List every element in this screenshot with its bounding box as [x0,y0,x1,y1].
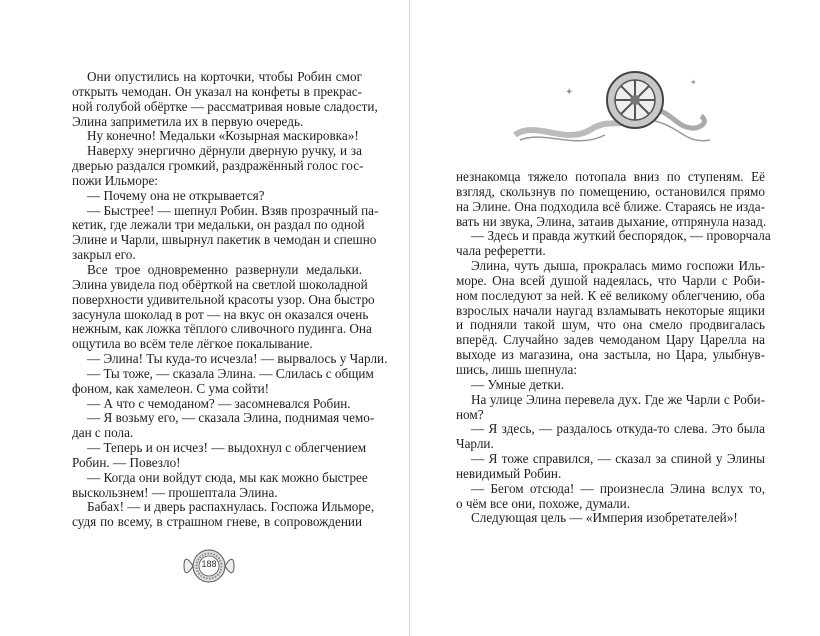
paragraph [72,397,362,412]
paragraph [456,452,765,482]
text-line: нежным, как ложка тёплого сливочного пудинга. Она [72,321,372,337]
text-line: Следующая цель — «Империя изобретателей»! [471,510,738,526]
paragraph [72,365,374,397]
text-line: Элина заприметила их в первую очередь. [72,113,304,129]
text-line: кетик, где лежали три медальки, он раздал по одной [72,217,365,233]
text-line: Элина, чуть дыша, прокралась мимо госпожи Иль- [471,258,765,274]
paragraph [456,170,765,229]
text-line: Элина увидела под обёрткой на светлой шоколадной [72,276,368,292]
text-line: — Когда они войдут сюда, мы как можно быстрее [87,469,368,485]
text-line: На улице Элина перевела дух. Где же Чарли с Роби- [471,391,765,407]
text-line: невидимый Робин. [456,465,562,481]
text-line: выскользнем! — прошептала Элина. [72,484,278,500]
text-line: поверхности удивительной красоты узор. Она быстро [72,291,375,307]
text-line: взгляд, скользнув по помещению, остановился прямо [456,183,765,199]
text-line: ном? [456,406,484,422]
paragraph [456,378,765,393]
text-line: выходе из магазина, она застыла, но Цара, улыбнув- [456,347,765,363]
paragraph [72,410,375,441]
text-line: ощутила во всём теле лёгкое покалывание. [72,336,313,352]
text-line: Бабах! — и дверь распахнулась. Госпожа Ильморе, [87,499,375,515]
text-line: — Ты тоже, — сказала Элина. — Слилась с общим [87,365,374,381]
paragraph [72,129,362,144]
paragraph [456,422,765,452]
text-line: чала реферетти. [456,243,546,259]
text-line: — Я возьму его, — сказала Элина, поднимая чемо- [87,410,375,426]
text-line: Чарли. [456,436,494,452]
text-line: Робин. — Повезло! [72,454,181,470]
text-line: — Я тоже справился, — сказал за спиной у Элины [471,451,765,467]
text-line: взрослых начали наугад взламывать некоторые ящики [456,302,765,318]
text-line: дан с пола. [72,425,134,441]
text-line: — Почему она не открывается? [87,187,265,203]
left-page-text [72,69,388,530]
right-page [410,0,820,636]
text-line: Наверху энергично дёрнули дверную ручку, и за [87,143,362,159]
text-line: Они опустились на корточки, чтобы Робин смог [87,69,362,84]
right-page-text [456,169,771,526]
page-number: 188 [201,559,217,569]
text-line: незнакомца тяжело потопала вниз по ступеням. Её [456,169,765,184]
text-line: — Я здесь, — раздалось откуда-то слева. Это была [471,421,765,437]
text-line: — Элина! Ты куда-то исчезла! — вырвалось у Чарли. [87,351,388,367]
text-line: — Быстрее! — шепнул Робин. Взяв прозрачный па- [87,202,379,218]
text-line: вперёд. Случайно задев чемоданом Цару Царелла на [456,332,765,348]
text-line: на Элине. Она подходила всё ближе. Стараясь не изда- [456,198,765,214]
text-line: и подняли такой шум, что она смело продвигалась [456,317,765,333]
paragraph [456,259,765,378]
candy-swirl-illustration [495,50,715,155]
text-line: Ну конечно! Медальки «Козырная маскировка»! [87,128,359,144]
paragraph [72,202,379,263]
paragraph [72,261,375,352]
text-line: море. Она всей душой надеялась, что Чарли с Роби- [456,272,765,288]
text-line: о чём все они, похоже, думали. [456,495,630,511]
paragraph [456,511,765,526]
text-line: шись, лишь шепнула: [456,361,578,377]
page-number-candy [183,548,235,584]
paragraph [456,228,771,259]
text-line: — Здесь и правда жуткий беспорядок, — проворчала [471,228,771,244]
paragraph [72,351,388,367]
paragraph [72,499,375,530]
text-line: вать ни звука, Элина, затаив дыхание, отпрянула назад. [456,213,767,229]
paragraph [456,393,765,423]
text-line: ном последуют за ней. К её великому облегчению, оба [456,287,765,303]
text-line: — Бегом отсюда! — произнесла Элина вслух то, [471,480,765,496]
text-line: — А что с чемоданом? — засомневался Робин. [87,395,351,411]
paragraph [72,469,368,501]
text-line: ной голубой обёртке — рассматривая новые сладости, [72,98,378,114]
text-line: пожи Ильморе: [72,172,158,188]
paragraph [72,144,362,189]
text-line: Все трое одновременно развернули медальки. [87,261,362,277]
text-line: судя по всему, в страшном гневе, в сопровождении [72,514,362,530]
paragraph [72,69,378,129]
text-line: дверью раздался громкий, раздражённый голос гос- [72,158,364,174]
paragraph [72,440,367,471]
paragraph [456,482,765,512]
svg-text:✦: ✦ [690,78,697,87]
svg-text:✦: ✦ [565,87,574,98]
text-line: открыть чемодан. Он указал на конфеты в прекрас- [72,83,362,99]
paragraph [72,189,362,204]
text-line: Элине и Чарли, швырнул пакетик в чемодан и спешно [72,232,377,248]
text-line: фоном, как хамелеон. С ума сойти! [72,380,270,396]
text-line: — Умные детки. [471,376,565,392]
text-line: засунула шоколад в рот — на вкус он оказался очень [72,306,369,322]
text-line: — Теперь и он исчез! — выдохнул с облегчением [87,440,367,456]
text-line: закрыл его. [72,247,136,263]
